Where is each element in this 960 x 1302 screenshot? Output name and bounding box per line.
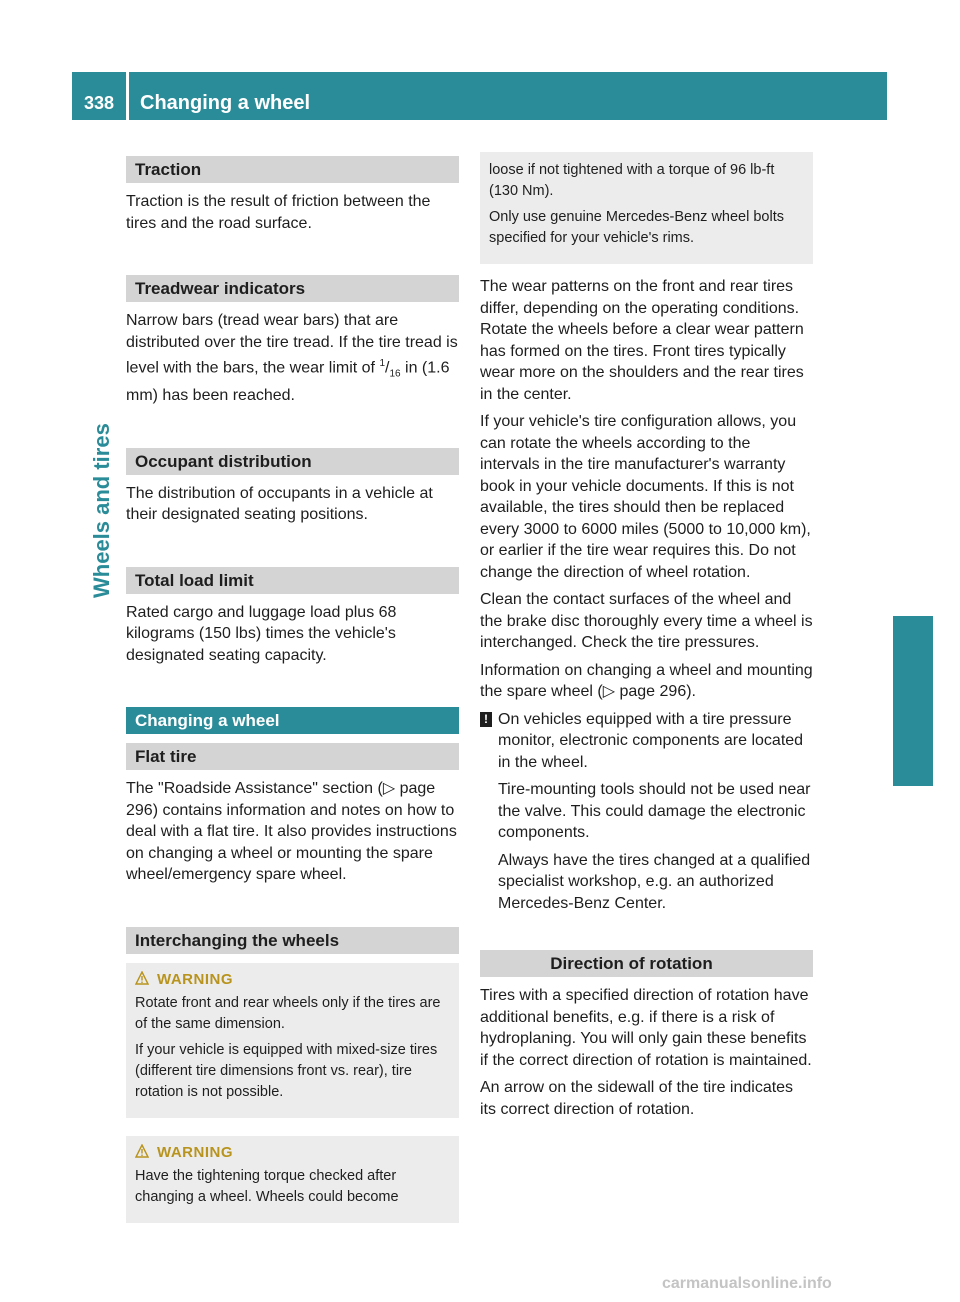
left-column <box>126 156 459 1223</box>
note-block <box>480 709 813 921</box>
treadwear-text-a: Narrow bars (tread wear bars) that are distributed over the tire tread. If the tire tread is level with the bars, the wear limit of <box>126 312 458 377</box>
warning-label-1: WARNING <box>157 971 233 989</box>
warning-title-2 <box>135 1144 449 1162</box>
rotation-intervals-text: If your vehicle's tire configuration allows, you can rotate the wheels according to the intervals in the tire manufacturer's warranty book in your vehicle documents. If this is not available, the tires should then be replaced every 3000 to 6000 miles (5000 to 10,000 km), or earlier if the tire wear requires this. Do not change the direction of wheel rotation. <box>480 413 811 581</box>
warning-box-2 <box>126 1136 459 1223</box>
heading-load-limit: Total load limit <box>126 567 459 594</box>
warning-triangle-icon <box>135 971 149 989</box>
heading-interchanging: Interchanging the wheels <box>126 927 459 954</box>
fraction-separator: / <box>385 359 390 377</box>
right-column <box>480 152 813 1126</box>
note-body <box>498 709 813 921</box>
warning-triangle-icon <box>135 1144 149 1162</box>
traction-text: Traction is the result of friction between the tires and the road surface. <box>126 193 431 232</box>
heading-traction: Traction <box>126 156 459 183</box>
heading-occupant: Occupant distribution <box>126 448 459 475</box>
warning-box-1 <box>126 963 459 1118</box>
warning1-p2: If your vehicle is equipped with mixed-size tires (different tire dimensions front vs. rear), tire rotation is not possible. <box>135 1041 438 1100</box>
footer-watermark[interactable]: carmanualsonline.info <box>662 1275 832 1292</box>
page-header <box>72 72 887 120</box>
warning1-p1: Rotate front and rear wheels only if the tires are of the same dimension. <box>135 994 441 1032</box>
fraction-denominator: 16 <box>389 368 401 380</box>
warning-box-2-continued <box>480 152 813 264</box>
side-tab-block <box>893 616 933 786</box>
note-exclamation-icon: ! <box>480 712 492 727</box>
fraction-numerator: 1 <box>379 358 385 369</box>
flat-tire-text: The "Roadside Assistance" section (▷ page 296) contains information and notes on how to deal with a flat tire. It also provides instructions on changing a wheel or mounting the spare wheel/emergency spare wheel. <box>126 780 457 884</box>
clean-surfaces-text: Clean the contact surfaces of the wheel and the brake disc thoroughly every time a wheel is interchanged. Check the tire pressures. <box>480 591 813 651</box>
warning2-cont-p1: loose if not tightened with a torque of 96 lb-ft (130 Nm). <box>489 162 775 199</box>
warning-title-1 <box>135 971 449 989</box>
heading-flat-tire: Flat tire <box>126 743 459 770</box>
spare-wheel-info-text: Information on changing a wheel and mounting the spare wheel (▷ page 296). <box>480 661 813 700</box>
warning-label-2: WARNING <box>157 1144 233 1162</box>
heading-direction-rotation: Direction of rotation <box>550 954 713 973</box>
note-p2: Tire-mounting tools should not be used near the valve. This could damage the electronic components. <box>498 781 811 841</box>
running-title: Changing a wheel <box>140 92 311 114</box>
page-number: 338 <box>83 93 115 113</box>
heading-changing-wheel: Changing a wheel <box>126 707 459 734</box>
warning2-cont-p2: Only use genuine Mercedes-Benz wheel bolts specified for your vehicle's rims. <box>489 209 784 246</box>
treadwear-text <box>126 310 459 407</box>
note-p1: On vehicles equipped with a tire pressure monitor, electronic components are located in the wheel. <box>498 710 804 771</box>
treadwear-text-b: in (1.6 mm) has been reached. <box>126 359 450 405</box>
direction-p1: Tires with a specified direction of rotation have additional benefits, e.g. if there is a risk of hydroplaning. You will only gain these benefits if the correct direction of rotation is maintained. <box>480 987 812 1069</box>
occupant-text: The distribution of occupants in a vehicle at their designated seating positions. <box>126 484 433 524</box>
note-p3: Always have the tires changed at a qualified specialist workshop, e.g. an authorized Mercedes-Benz Center. <box>498 851 811 912</box>
heading-treadwear: Treadwear indicators <box>126 275 459 302</box>
wear-patterns-text: The wear patterns on the front and rear tires differ, depending on the operating conditions. Rotate the wheels before a clear wear pattern has formed on the tires. Front tires typically wear more on the shoulders and the rear tires in the center. <box>480 278 804 403</box>
warning2-p1: Have the tightening torque checked after changing a wheel. Wheels could become <box>135 1167 399 1205</box>
load-limit-text: Rated cargo and luggage load plus 68 kilograms (150 lbs) times the vehicle's designated seating capacity. <box>126 603 397 664</box>
direction-p2: An arrow on the sidewall of the tire indicates its correct direction of rotation. <box>480 1079 794 1118</box>
